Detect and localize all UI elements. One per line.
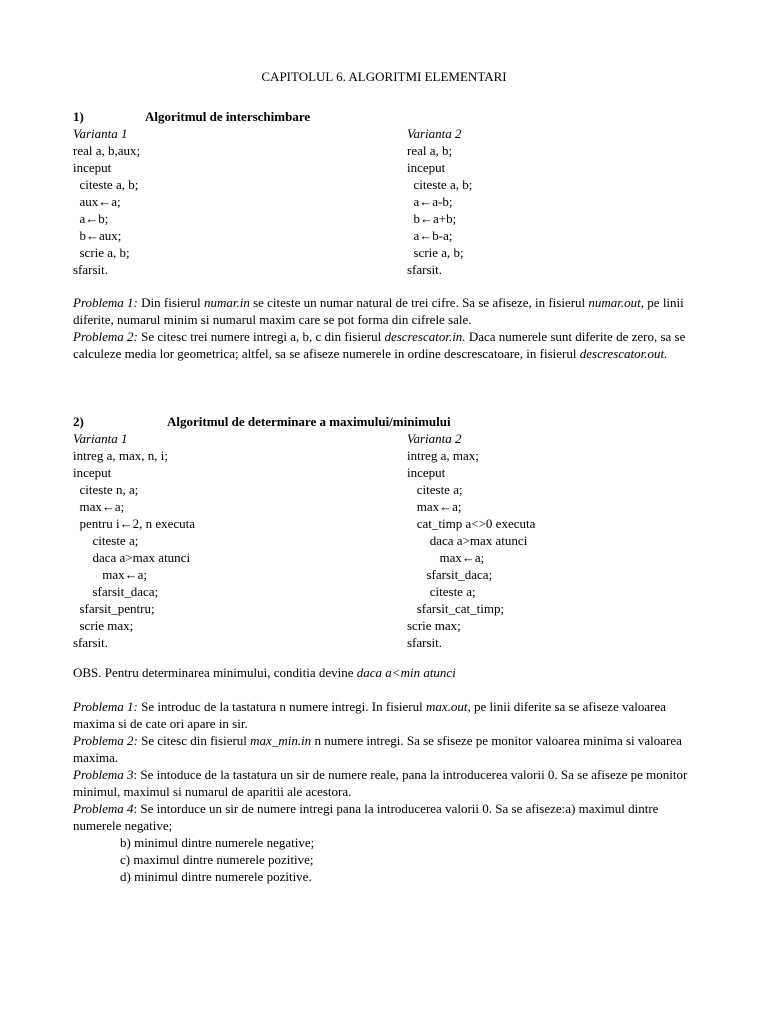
problem-text: Daca numerele sunt diferite de zero, sa se calculeze media lor geometrica; altfel, sa se afiseze numerele in ordine descrescatoare, in fisierul: [73, 329, 686, 361]
problem-text: Se introduc de la tastatura n numere intregi. In fisierul: [137, 699, 426, 714]
file-name: max.out,: [425, 699, 471, 714]
code-line: b←a+b;: [407, 211, 457, 226]
observation-note: [73, 664, 456, 681]
file-name: numar.in: [203, 295, 250, 310]
observation-text: OBS. Pentru determinarea minimului, conditia devine: [73, 665, 357, 680]
code-line: inceput: [407, 160, 446, 175]
code-line: daca a>max atunci: [73, 550, 191, 565]
section-2-variant-1-label: Varianta 1: [73, 431, 128, 446]
code-line: max←a;: [73, 499, 125, 514]
code-line: sfarsit.: [73, 635, 109, 650]
file-name: numar.out,: [588, 295, 645, 310]
code-line: intreg a, max, n, i;: [73, 448, 168, 463]
section-2-problem-4: [73, 800, 703, 834]
file-name: descrescator.in.: [384, 329, 466, 344]
code-line: inceput: [73, 465, 112, 480]
code-line: citeste a;: [407, 584, 476, 599]
code-line: sfarsit.: [73, 262, 109, 277]
page-title: CAPITOLUL 6. ALGORITMI ELEMENTARI: [261, 69, 507, 84]
code-line: pentru i←2, n executa: [73, 516, 196, 531]
code-line: intreg a, max;: [407, 448, 479, 463]
list-item: b) minimul dintre numerele negative;: [120, 835, 315, 850]
code-line: aux←a;: [73, 194, 121, 209]
code-line: citeste n, a;: [73, 482, 139, 497]
section-1-variant-1-label: Varianta 1: [73, 126, 128, 141]
problem-text: Din fisierul: [137, 295, 204, 310]
code-line: a←b;: [73, 211, 109, 226]
code-line: scrie max;: [73, 618, 134, 633]
code-line: real a, b,aux;: [73, 143, 141, 158]
problem-label: Problema 3: [73, 767, 134, 782]
section-2-problem-3: [73, 766, 703, 800]
code-line: citeste a, b;: [407, 177, 473, 192]
list-item: d) minimul dintre numerele pozitive.: [120, 869, 312, 884]
code-line: citeste a, b;: [73, 177, 139, 192]
code-line: max←a;: [73, 567, 148, 582]
code-line: sfarsit.: [407, 262, 443, 277]
code-line: sfarsit_daca;: [407, 567, 493, 582]
problem-text: Se citesc trei numere intregi a, b, c din fisierul: [137, 329, 385, 344]
problem-label: Problema 2:: [73, 329, 138, 344]
section-1-number: 1): [73, 109, 84, 124]
file-name: max_min.in: [250, 733, 312, 748]
section-2-variant-2-label: Varianta 2: [407, 431, 462, 446]
problem-label: Problema 4: [73, 801, 134, 816]
problem-text: se citeste un numar natural de trei cifre. Sa se afiseze, in fisierul: [249, 295, 589, 310]
section-2-problem-2: [73, 732, 703, 766]
code-line: a←a-b;: [407, 194, 453, 209]
code-line: max←a;: [407, 499, 462, 514]
problem-text: : Se intoduce de la tastatura un sir de numere reale, pana la introducerea valorii 0. Sa se afiseze pe monitor minimul, maximul si numarul de aparitii ale acestora.: [73, 767, 688, 799]
file-name: descrescator.out.: [579, 346, 668, 361]
section-2-problem-1: [73, 698, 703, 732]
code-line: max←a;: [407, 550, 485, 565]
problem-text: Se citesc din fisierul: [137, 733, 251, 748]
code-line: inceput: [407, 465, 446, 480]
section-1-variant-2-label: Varianta 2: [407, 126, 462, 141]
problem-label: Problema 1:: [73, 699, 138, 714]
code-line: inceput: [73, 160, 112, 175]
code-line: sfarsit.: [407, 635, 443, 650]
code-line: citeste a;: [73, 533, 139, 548]
code-line: scrie a, b;: [407, 245, 464, 260]
problem-label: Problema 1:: [73, 295, 138, 310]
code-line: scrie max;: [407, 618, 461, 633]
problem-text: pe linii diferite, numarul minim si numarul maxim care se pot forma din cifrele sale.: [73, 295, 684, 327]
code-line: daca a>max atunci: [407, 533, 528, 548]
code-line: sfarsit_daca;: [73, 584, 159, 599]
code-line: sfarsit_pentru;: [73, 601, 155, 616]
section-1-problem-2: [73, 328, 703, 362]
code-line: scrie a, b;: [73, 245, 130, 260]
section-1-problem-1: [73, 294, 703, 328]
problem-text: : Se intorduce un sir de numere intregi pana la introducerea valorii 0. Sa se afiseze:a) maximul dintre numerele negative;: [73, 801, 659, 833]
problem-text: n numere intregi. Sa se sfiseze pe monitor valoarea minima si valoarea maxima.: [73, 733, 682, 765]
code-line: citeste a;: [407, 482, 463, 497]
code-line: real a, b;: [407, 143, 453, 158]
code-line: sfarsit_cat_timp;: [407, 601, 505, 616]
section-2-heading: Algoritmul de determinare a maximului/minimului: [167, 414, 451, 429]
code-line: a←b-a;: [407, 228, 453, 243]
code-line: cat_timp a<>0 executa: [407, 516, 536, 531]
section-2-number: 2): [73, 414, 84, 429]
problem-text: pe linii diferite sa se afiseze valoarea maxima si de cate ori apare in sir.: [73, 699, 666, 731]
section-1-heading: Algoritmul de interschimbare: [145, 109, 311, 124]
observation-condition: daca a<min atunci: [356, 665, 456, 680]
problem-label: Problema 2:: [73, 733, 138, 748]
list-item: c) maximul dintre numerele pozitive;: [120, 852, 314, 867]
code-line: b←aux;: [73, 228, 122, 243]
